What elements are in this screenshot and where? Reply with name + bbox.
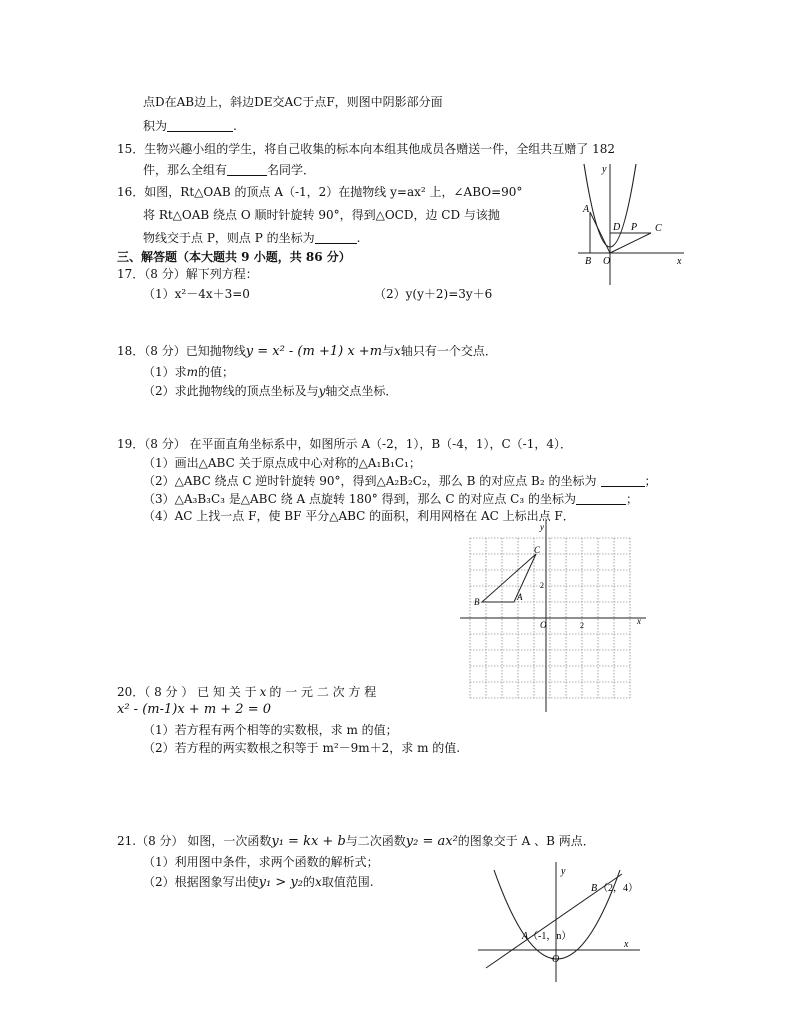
q18-p2b: 轴交点坐标． xyxy=(325,384,398,398)
q15-line2 xyxy=(143,162,315,178)
q16-label-P: P xyxy=(631,222,638,233)
q16-answer-blank[interactable] xyxy=(315,231,357,244)
q19-label-C: C xyxy=(534,545,541,555)
q20-number: 20． xyxy=(117,685,145,699)
q17-part2: （2）y(y＋2)=3y＋6 xyxy=(374,287,493,301)
q18-mid: 与 xyxy=(382,344,395,358)
q21-label-x: x xyxy=(624,939,629,950)
q19-p3-text: （3）△A₃B₃C₃ 是△ABC 绕 A 点旋转 180° 得到，那么 C 的对应点 C₃ 的坐标为 xyxy=(143,492,576,506)
q20-line1 xyxy=(117,684,376,700)
q19-part4: （4）AC 上找一点 F，使 BF 平分△ABC 的面积，利用网格在 AC 上标出点 F． xyxy=(143,509,575,523)
q21-eq2: y₂ = ax² xyxy=(405,834,458,849)
q18-yvar: y xyxy=(318,384,326,398)
q21-pre: （8 分） 如图，一次函数 xyxy=(136,834,272,848)
q17-line1 xyxy=(117,266,258,282)
q19-title: （8 分） 在平面直角坐标系中，如图所示 A（-2，1），B（-4，1），C（-1，4）． xyxy=(144,437,573,451)
q16-number: 16． xyxy=(117,185,145,199)
q19-p2-end: ； xyxy=(644,474,657,488)
q19-label-y: y xyxy=(540,522,544,532)
q21-ineq: y₁ > y₂ xyxy=(258,875,303,890)
q20-text1: （ 8 分 ） 已 知 关 于 xyxy=(144,685,257,699)
q18-p1a: （1）求 xyxy=(143,365,187,379)
q21-mid: 与二次函数 xyxy=(345,834,406,848)
q21-eq1: y₁ = kx + b xyxy=(271,834,346,849)
q20-equation: x² - (m-1)x + m + 2 = 0 xyxy=(117,702,272,717)
q19-p3-answer-blank[interactable] xyxy=(576,492,626,505)
q19-part1: （1）画出△ABC 关于原点成中心对称的△A₁B₁C₁； xyxy=(143,456,421,470)
q20-text2: 的 一 元 二 次 方 程 xyxy=(269,685,377,699)
q21-part1: （1）利用图中条件，求两个函数的解析式； xyxy=(143,855,379,869)
q14-answer-blank[interactable] xyxy=(167,119,233,132)
q16-line3 xyxy=(143,230,360,246)
q18-post: 轴只有一个交点． xyxy=(400,344,497,358)
q15-text: 生物兴趣小组的学生，将自己收集的标本向本组其他成员各赠送一件，全组共互赠了 182 xyxy=(144,142,616,156)
q18-equation: y = x² - (m +1) x +m xyxy=(245,344,383,359)
q18-part1 xyxy=(143,364,234,380)
q19-number: 19． xyxy=(117,437,145,451)
q21-post: 的图象交于 A 、B 两点． xyxy=(457,834,595,848)
q20-part2: （2）若方程的两实数根之积等于 m²－9m＋2，求 m 的值. xyxy=(143,741,461,755)
q18-part2 xyxy=(143,383,397,399)
q21-figure xyxy=(472,858,648,986)
q16-label-D: D xyxy=(613,222,621,233)
q21-line1 xyxy=(117,833,595,850)
q20-xvar: x xyxy=(259,685,267,699)
q16-triangle-OAB xyxy=(590,212,610,253)
q17-number: 17． xyxy=(117,267,145,281)
q19-tick-x2: 2 xyxy=(580,621,584,630)
q21-label-A-coord: （-1，n） xyxy=(528,931,572,942)
q19-grid-figure xyxy=(460,520,646,712)
q16-label-x: x xyxy=(677,256,682,267)
q21-label-B-coord: （2，4） xyxy=(598,883,638,894)
q16-text3: 物线交于点 P，则点 P 的坐标为 xyxy=(143,231,315,245)
section-3-title: 三、解答题（本大题共 9 小题，共 86 分） xyxy=(117,250,351,264)
q19-p2-text: （2）△ABC 绕点 C 逆时针旋转 90°，得到△A₂B₂C₂，那么 B 的对应点 B₂ 的坐标为 xyxy=(143,474,597,488)
q16-text: 如图，Rt△OAB 的顶点 A（-1，2）在抛物线 y=ax² 上，∠ABO=90° xyxy=(144,185,523,199)
q21-p2b: 的 xyxy=(302,875,315,889)
q19-p3-end: ； xyxy=(625,492,638,506)
q16-line1 xyxy=(117,184,522,200)
q18-line1 xyxy=(117,343,497,360)
q21-part2 xyxy=(143,874,374,891)
q18-xvar: x xyxy=(394,344,401,358)
q14-line2 xyxy=(143,118,237,134)
q21-label-B: B xyxy=(591,883,598,894)
q16-label-B: B xyxy=(585,256,592,267)
q19-line1 xyxy=(117,436,572,452)
q19-label-O: O xyxy=(540,620,547,630)
q16-label-C: C xyxy=(655,223,662,234)
q18-mvar: m xyxy=(186,365,199,379)
q15-text2: 件，那么全组有 xyxy=(143,163,228,177)
q14-line1: 点D在AB边上，斜边DE交AC于点F，则图中阴影部分面 xyxy=(143,95,443,109)
q15-line1 xyxy=(117,141,615,157)
q21-xvar: x xyxy=(314,875,322,889)
q21-p2c: 取值范围. xyxy=(321,875,374,889)
q19-triangle-ABC xyxy=(482,554,536,602)
q15-answer-blank[interactable] xyxy=(227,163,267,176)
q19-label-B: B xyxy=(474,597,480,607)
q19-part3 xyxy=(143,491,638,507)
q19-part2 xyxy=(143,473,657,489)
q14-text: 积为 xyxy=(143,119,168,133)
q18-p1b: 的值； xyxy=(198,365,235,379)
q16-line2: 将 Rt△OAB 绕点 O 顺时针旋转 90°，得到△OCD，边 CD 与该抛 xyxy=(143,208,500,222)
q18-p2a: （2）求此抛物线的顶点坐标及与 xyxy=(143,384,319,398)
q19-label-A: A xyxy=(517,592,523,602)
q15-text3: 名同学． xyxy=(267,163,316,177)
q16-end: . xyxy=(356,231,361,245)
q21-number: 21. xyxy=(117,834,137,848)
q17-title: （8 分）解下列方程： xyxy=(144,267,258,281)
q21-label-O: O xyxy=(552,954,560,965)
q19-label-x: x xyxy=(637,616,641,626)
q20-part1: （1）若方程有两个相等的实数根，求 m 的值； xyxy=(143,723,398,737)
q18-number: 18． xyxy=(117,344,145,358)
q16-label-O: O xyxy=(603,256,611,267)
q15-number: 15． xyxy=(117,142,145,156)
q21-p2a: （2）根据图象写出使 xyxy=(143,875,259,889)
q16-label-y: y xyxy=(602,164,607,175)
q17-part1: （1）x²－4x＋3=0 xyxy=(143,287,250,301)
q16-label-A: A xyxy=(583,204,590,215)
q19-tick-y2: 2 xyxy=(540,581,544,590)
q18-pre: （8 分）已知抛物线 xyxy=(144,344,246,358)
q21-label-y: y xyxy=(561,866,566,877)
q21-label-A: A xyxy=(522,931,529,942)
q14-end: . xyxy=(233,119,237,133)
q19-p2-answer-blank[interactable] xyxy=(601,474,645,487)
q16-figure xyxy=(578,160,688,285)
